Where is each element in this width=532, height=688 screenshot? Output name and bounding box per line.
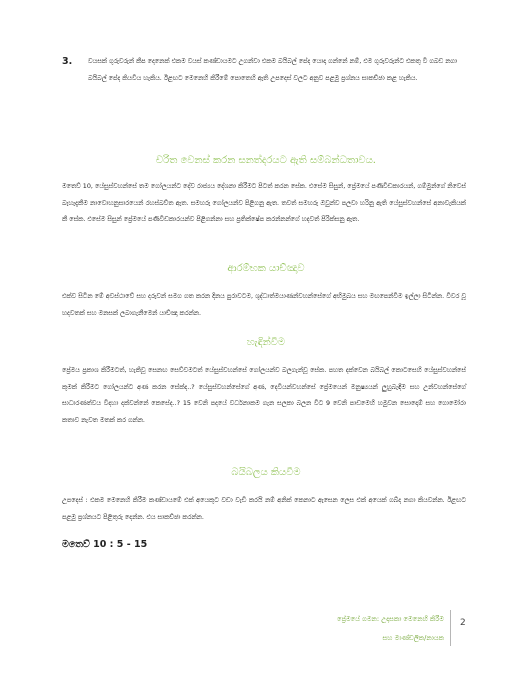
footer-line-1: ප්‍රේමයේ ගමන: උදාසකා මෙනෙහි කිරීම — [337, 615, 444, 623]
item-text: වයසක් ගුරුවරුන් කීප දෙනෙක් එකම වයස් කණ්ඩායමට උගන්වා එකම බයිබල් පේද යොදා ගන්නේ නම්, එම ගුරුවරුන්ට එකතු වී ගබඩ නගා බයිබල් පේද කියවිය හැකිය. ඊළඟට මෙනෙහි කිරීමේ පොතෙහි ඇති උපදෙස් වලට අනුව පළමු ප්‍රශ්නය සාකච්ඡා කළ හැකිය. — [88, 57, 458, 82]
section-heading-relationship: චරිත වෙනස් කරන සනත්දරයට ඇති සම්බන්ධතාවය. — [156, 155, 376, 166]
scripture-reference: මතෙව් 10 : 5 - 15 — [62, 539, 148, 550]
paragraph-bible-reading: උපදෙස් : එකම මෙනෙහි කිරීම කණ්ඩායමේ එක් අයෙකුට වඩා වැඩි කරයි නම් අනික් කෙනාට ඇසෙන ලෙස එක් අයෙක් ගබ්ද නගා කියවන්න. ඊළඟට පළමු ප්‍රශ්නයට පිළිතුරු දෙන්න. එය සාකච්ඡා කරන්න. — [62, 496, 466, 521]
paragraph-opening-prayer: එක්ව සිටින මේ අවස්ථාවේ සහ දරුවන් සමග ගත කරන දිනය පුරාවටම, ශුද්ධාත්මයාණන්වහන්සේගේ අභිමුඛය සහ මඟපෙන්වීම ඉල්ලා සිටින්න. විවර වූ හදවතක් සහ මනසක් ලබාගැනීමෙන් යාච්ඤා කරන්න. — [62, 292, 466, 317]
numbered-item-3 — [62, 53, 462, 87]
paragraph-introduction: ප්‍රේමය ප්‍රකාශ කිරීමටත්, හැකිවූ සෙනඟ සෙව්වමටත් යේසුස්වහන්සේ ගෝලයන්ව බලගැන්වූ සේක. පහත දක්වෙන බයිබල් කොටසෙහි යේසුස්වහන්සේ කුමක් කිරීමට ගෝලයන්ට අණ කරන සේක්ද..? යේසුස්වහන්සේගේ අණ, දෙවියන්වහන්සේ ප්‍රේමයෙන් මනුෂ්‍යයන් ලුහුබැඳීම සහ උන්වහන්සේගේ සාධාරණත්වය විදහා දක්වන්නේ කෙසේද..? 15 වෙනි පදයේ වර්ධනාකම ගැන සලකා බලන විට 9 වෙනි පාඩමෙහි හමුවන සොදොම් සහ ගොමෝරා කතාව නැවත මතක් කර ගන්න. — [62, 366, 466, 424]
paragraph-relationship: මතෙව් 10, යේසුස්වහන්සේ තම ගෝලයන්ට දේව රාජ්‍යය දේශනා කිරීමට පිටත් කරන සේක. එසේම සිසුන්, ප්‍රේමයේ පණිවිඩකාරයන්, ගම්මුන්ගේ නිවෙස් බැහැදැකීම නාවොහනුසාරයෙන් රහස්‌ඛව්ත ඇත. සමහරු ගෝලයන්ව පිළිගනු ඇත. තවත් සමහරු ඔවුන්ව පලවා හරිනු ඇති යේසුස්වහන්සේ අනාවැකියක් කී සේක. එසේම සිසුන් ප්‍රේමයේ පණිවිඩකාරයන්ව පිළිගන්නා සහ ප්‍රතික්ෂේප කරන්නන්ගේ හදවත් පිරික්සනු ඇත. — [62, 182, 466, 223]
item-number: 3. — [62, 56, 73, 67]
page-number: 2 — [460, 618, 466, 628]
section-heading-opening-prayer: ආරම්භක යාච්ඤාව — [227, 263, 305, 274]
section-heading-introduction: හැඳින්වීම — [246, 337, 286, 348]
footer-line-2: සහ මාණ්ඩලික/නායක — [382, 634, 444, 642]
section-heading-bible-reading: බයිබලය කියවීම — [231, 467, 301, 478]
footer-divider — [450, 610, 451, 646]
